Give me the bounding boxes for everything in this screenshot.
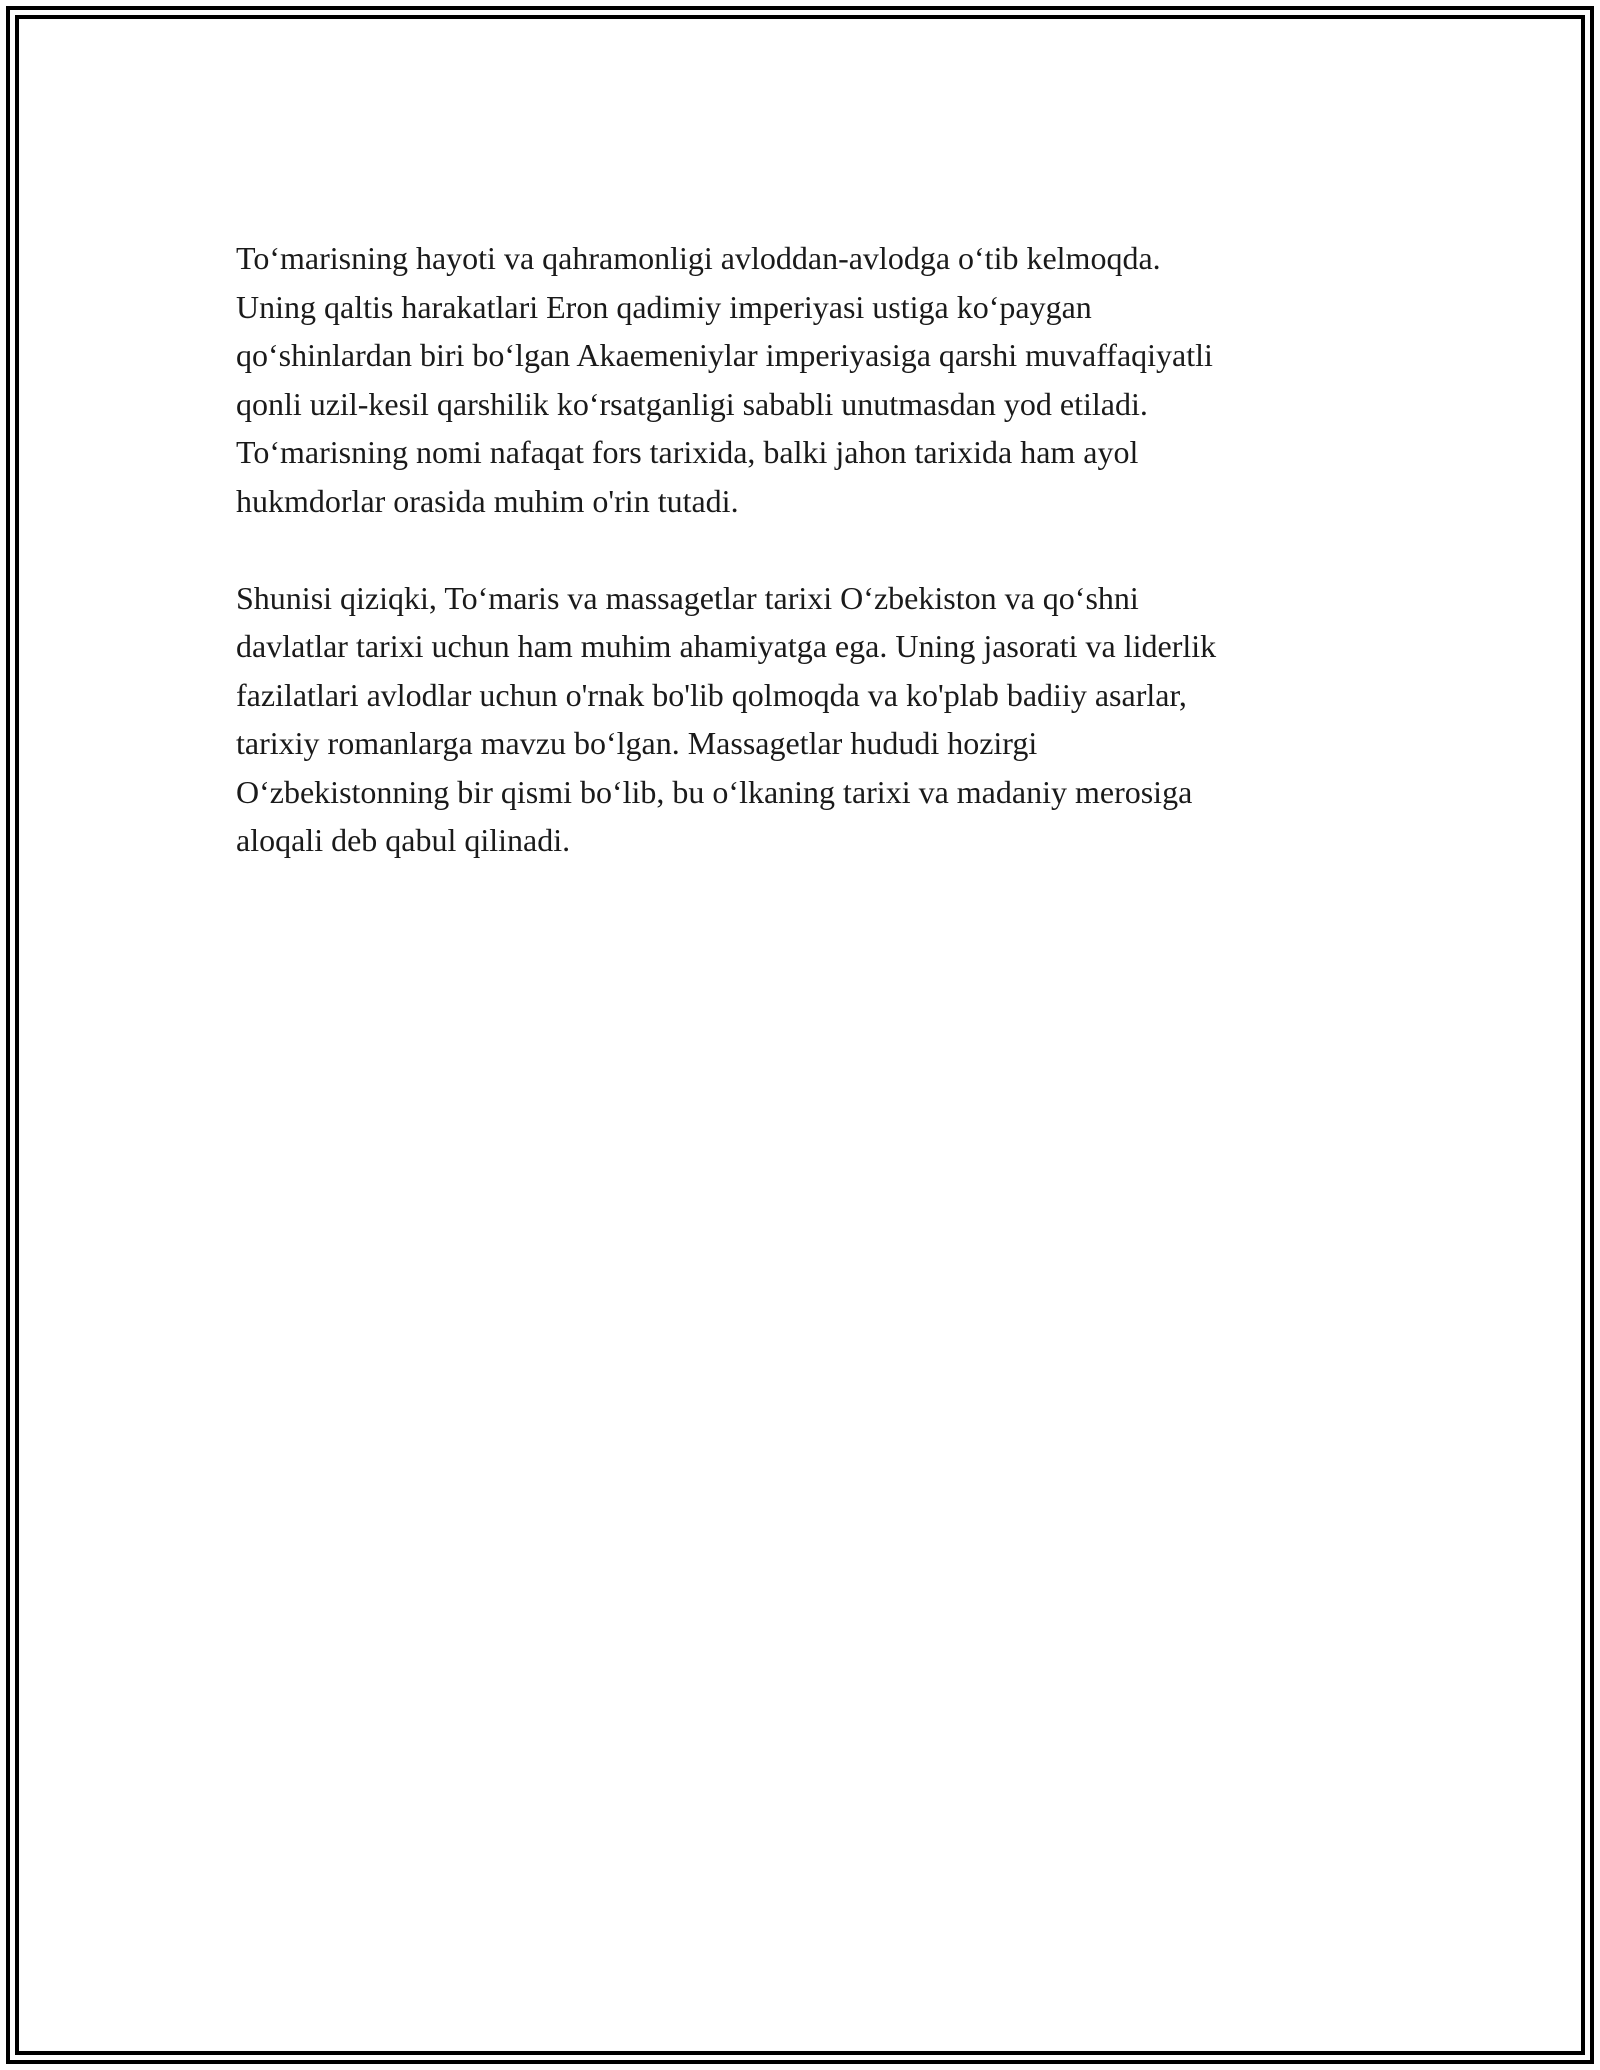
document-body: [236, 234, 1386, 865]
paragraph-2: Shunisi qiziqki, To‘maris va massagetlar tarixi O‘zbekiston va qo‘shni davlatlar tarixi uchun ham muhim ahamiyatga ega. Uning jasorati va liderlik fazilatlari avlodlar uchun o'rnak bo'lib qolmoqda va ko'plab badiiy asarlar, tarixiy romanlarga mavzu bo‘lgan. Massagetlar hududi hozirgi O‘zbekistonning bir qismi bo‘lib, bu o‘lkaning tarixi va madaniy merosiga aloqali deb qabul qilinadi.: [236, 579, 1217, 858]
paragraph-1: To‘marisning hayoti va qahramonligi avloddan-avlodga o‘tib kelmoqda. Uning qaltis harakatlari Eron qadimiy imperiyasi ustiga ko‘paygan qo‘shinlardan biri bo‘lgan Akaemeniylar imperiyasiga qarshi muvaffaqiyatli qonli uzil-kesil qarshilik ko‘rsatganligi sababli unutmasdan yod etiladi. To‘marisning nomi nafaqat fors tarixida, balki jahon tarixida ham ayol hukmdorlar orasida muhim o'rin tutadi.: [236, 240, 1213, 519]
